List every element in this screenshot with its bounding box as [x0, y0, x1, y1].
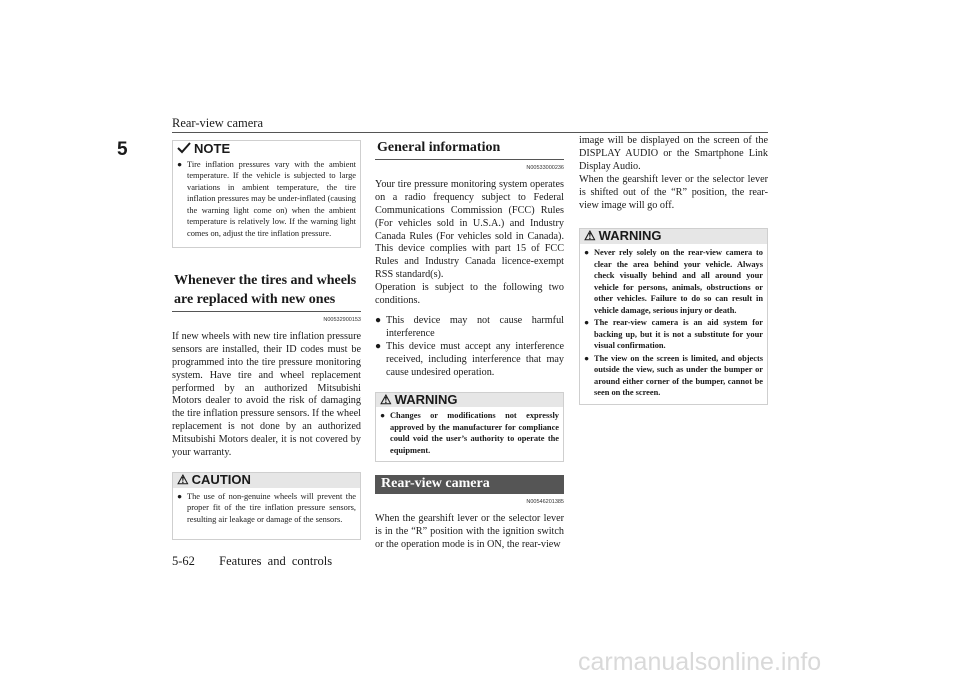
- bullet-dot-icon: ●: [584, 353, 590, 363]
- footer-section: Features and controls: [219, 554, 333, 568]
- warning-title: [376, 393, 563, 408]
- note-box: [172, 140, 361, 248]
- note-title: [173, 141, 360, 157]
- section-text-2: Operation is subject to the following two conditions.: [375, 282, 564, 307]
- warning-triangle-icon: ⚠: [584, 228, 596, 244]
- chapter-number: 5: [117, 139, 128, 160]
- continued-text-2: When the gearshift lever or the selector lever is shifted out of the “R” position, the rear-view image will go off.: [579, 173, 768, 211]
- bullet-dot-icon: ●: [177, 159, 183, 169]
- section-heading-rear-view-camera: Rear-view camera: [375, 475, 564, 494]
- warning-bullets: [580, 244, 767, 404]
- caution-title-text: CAUTION: [191, 471, 251, 487]
- watermark: carmanualsonline.info: [578, 648, 822, 676]
- caution-box: [172, 472, 361, 540]
- warning-bullet: ● The rear-view camera is an aid system for backing up, but it is not a substitute for your visual confirmation.: [584, 318, 763, 351]
- page-header-title: Rear-view camera: [172, 116, 264, 130]
- list-item: ● This device may not cause harmful interference: [375, 314, 564, 339]
- column-1: [172, 140, 361, 540]
- column-2: [375, 140, 564, 552]
- column-3: [579, 135, 768, 405]
- section-code: N00532900153: [323, 317, 361, 323]
- section-heading-general: General information: [375, 138, 564, 160]
- section-code: N00546201385: [526, 499, 564, 506]
- bullet-dot-icon: ●: [380, 411, 386, 421]
- note-bullets: [173, 157, 360, 240]
- warning-box: [579, 228, 768, 404]
- note-icon: [177, 142, 191, 157]
- caution-triangle-icon: ⚠: [177, 471, 189, 487]
- caution-bullets: [173, 488, 360, 526]
- page-footer: [172, 554, 332, 569]
- warning-title: [580, 229, 767, 244]
- caution-title: [173, 473, 360, 488]
- bullet-dot-icon: ●: [584, 248, 590, 258]
- warning-bullet: ● Never rely solely on the rear-view camera to clear the area behind your vehicle. Always check visually behind and all around your vehicle for persons, animals, obstructions or other vehicles. Failure to do so can result in vehicle damage, serious injury or death.: [584, 248, 763, 315]
- header-rule: [172, 132, 768, 133]
- section-code: N00533000236: [526, 165, 564, 171]
- note-bullet: ● Tire inflation pressures vary with the ambient temperature. If the vehicle is subjected to large variations in ambient temperature, the tire inflation pressures may be under-inflated (causing the warning light come on) when the ambient temperature is relatively low. If the warning light comes on, adjust the tire inflation pressure.: [177, 159, 356, 238]
- warning-box: [375, 392, 564, 463]
- bullet-dot-icon: ●: [584, 318, 590, 328]
- bullet-dot-icon: ●: [375, 314, 382, 326]
- list-item: ● This device must accept any interference received, including interference that may cause undesired operation.: [375, 340, 564, 378]
- section-heading-tires: Whenever the tires and wheels are replaced with new ones: [172, 271, 361, 312]
- warning-title-text: WARNING: [394, 391, 458, 407]
- page-number: 5-62: [172, 554, 195, 568]
- continued-text: image will be displayed on the screen of the DISPLAY AUDIO or the Smartphone Link Display Audio.: [579, 135, 768, 172]
- note-title-text: NOTE: [194, 141, 231, 156]
- section-text: When the gearshift lever or the selector lever is in the “R” position with the ignition switch or the operation mode is in ON, the rear-view: [375, 513, 564, 551]
- section-text: If new wheels with new tire inflation pressure sensors are installed, their ID codes must be programmed into the tire pressure monitoring system. Have tire and wheel replacement performed by an authorized Mitsubishi Motors dealer to avoid the risk of damaging the tire inflation pressure sensors. If the wheel replacement is not done by an authorized Mitsubishi Motors dealer, it is not covered by your warranty.: [172, 330, 361, 459]
- warning-bullet: ● Changes or modifications not expressly approved by the manufacturer for compliance could void the user’s authority to operate the equipment.: [380, 411, 559, 455]
- warning-triangle-icon: ⚠: [380, 391, 392, 407]
- warning-bullet: ● The view on the screen is limited, and objects outside the view, such as under the bumper or around either corner of the bumper, cannot be seen on the screen.: [584, 353, 763, 398]
- section-text: Your tire pressure monitoring system operates on a radio frequency subject to Federal Communications Commission (FCC) Rules (For vehicles sold in U.S.A.) and Industry Canada Rules (For vehicles sold in Canada). This device complies with part 15 of FCC Rules and Industry Canada licence-exempt RSS standard(s).: [375, 178, 564, 281]
- caution-bullet: ● The use of non-genuine wheels will prevent the proper fit of the tire inflation pressure sensors, resulting air leakage or damage of the sensors.: [177, 491, 356, 524]
- bullet-dot-icon: ●: [177, 491, 183, 501]
- conditions-list: [375, 315, 564, 380]
- warning-bullets: [376, 407, 563, 461]
- bullet-dot-icon: ●: [375, 340, 382, 352]
- warning-title-text: WARNING: [598, 228, 662, 244]
